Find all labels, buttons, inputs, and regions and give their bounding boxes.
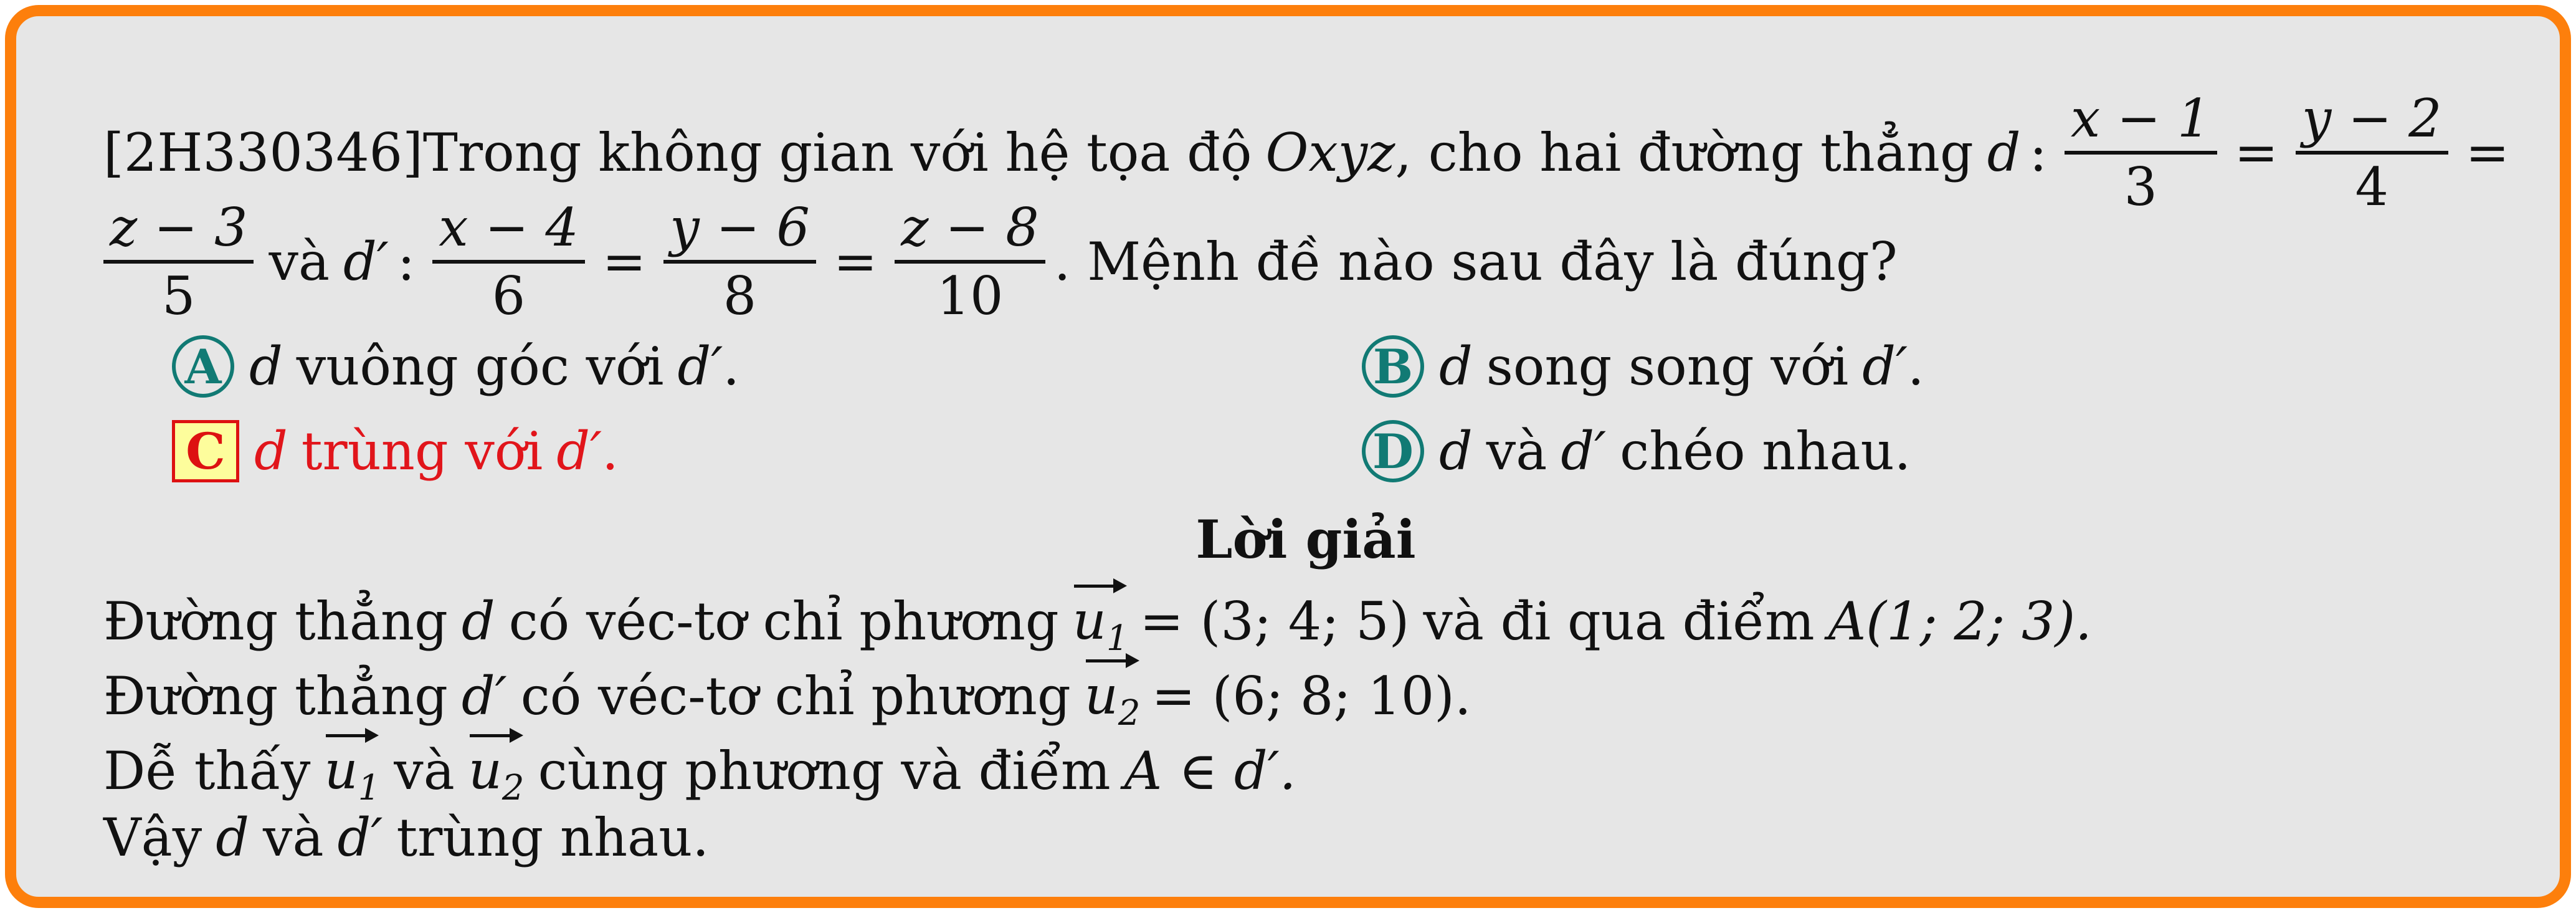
question-line-1: [2H330346] Trong không gian với hệ tọa độ Oxyz , cho hai đường thẳng d : $\frac{x - 1}{3}$ = $\frac{y - 2}{4}$ =: [103, 88, 2509, 218]
line-d-prime-name: d′: [343, 231, 389, 292]
question-prompt: . Mệnh đề nào sau đây là đúng?: [1053, 231, 1898, 292]
solution-line-2: Đường thẳng d′ có véc-tơ chỉ phương $u_2$ = (6; 8; 10).: [103, 658, 1471, 734]
option-a-marker: A: [172, 335, 234, 398]
solution-line-3: Dễ thấy $u_1$ và $u_2$ cùng phương và điểm A ∈ d′.: [103, 733, 1296, 809]
fraction: $\frac{z - 8}{10}$: [895, 200, 1045, 323]
option-c[interactable]: C d trùng với d′ .: [172, 420, 619, 483]
vector-u1: $u_1$: [1073, 583, 1129, 659]
fraction: $\frac{x - 4}{6}$: [432, 200, 585, 323]
fraction: $\frac{y - 6}{8}$: [663, 200, 816, 323]
space-name: Oxyz: [1265, 122, 1395, 183]
vector-u2: $u_2$: [1085, 658, 1141, 734]
question-card: [5, 5, 2571, 908]
option-d[interactable]: D d và d′ chéo nhau.: [1362, 420, 1911, 483]
vector-u1: $u_1$: [325, 733, 381, 809]
fraction: $\frac{x - 1}{3}$: [2065, 91, 2217, 214]
conjunction: và: [269, 231, 330, 292]
line-d-name: d: [1987, 122, 2021, 183]
solution-line-4: Vậy d và d′ trùng nhau.: [103, 807, 710, 868]
question-intro: Trong không gian với hệ tọa độ: [422, 122, 1252, 183]
solution-line-1: Đường thẳng d có véc-tơ chỉ phương $u_1$ = (3; 4; 5) và đi qua điểm A(1; 2; 3).: [103, 583, 2092, 659]
fraction: $\frac{z - 3}{5}$: [103, 200, 254, 323]
option-a[interactable]: A d vuông góc với d′ .: [172, 335, 739, 398]
option-b[interactable]: B d song song với d′ .: [1362, 335, 1924, 398]
question-mid: , cho hai đường thẳng: [1395, 122, 1974, 183]
option-b-marker: B: [1362, 335, 1424, 398]
question-line-2: $\frac{z - 3}{5}$ và d′ : $\frac{x - 4}{6}$ = $\frac{y - 6}{8}$ = $\frac{z - 8}{10}$ . Mệnh đề nào sau đây là đúng?: [103, 200, 1898, 323]
question-code: [2H330346]: [103, 122, 423, 183]
vector-u2: $u_2$: [468, 733, 525, 809]
option-d-symbol: d: [249, 336, 283, 397]
fraction: $\frac{y - 2}{4}$: [2296, 91, 2448, 214]
option-c-marker-correct: C: [172, 420, 239, 482]
solution-heading: Lời giải: [1195, 509, 1416, 570]
option-d-marker: D: [1362, 420, 1424, 482]
